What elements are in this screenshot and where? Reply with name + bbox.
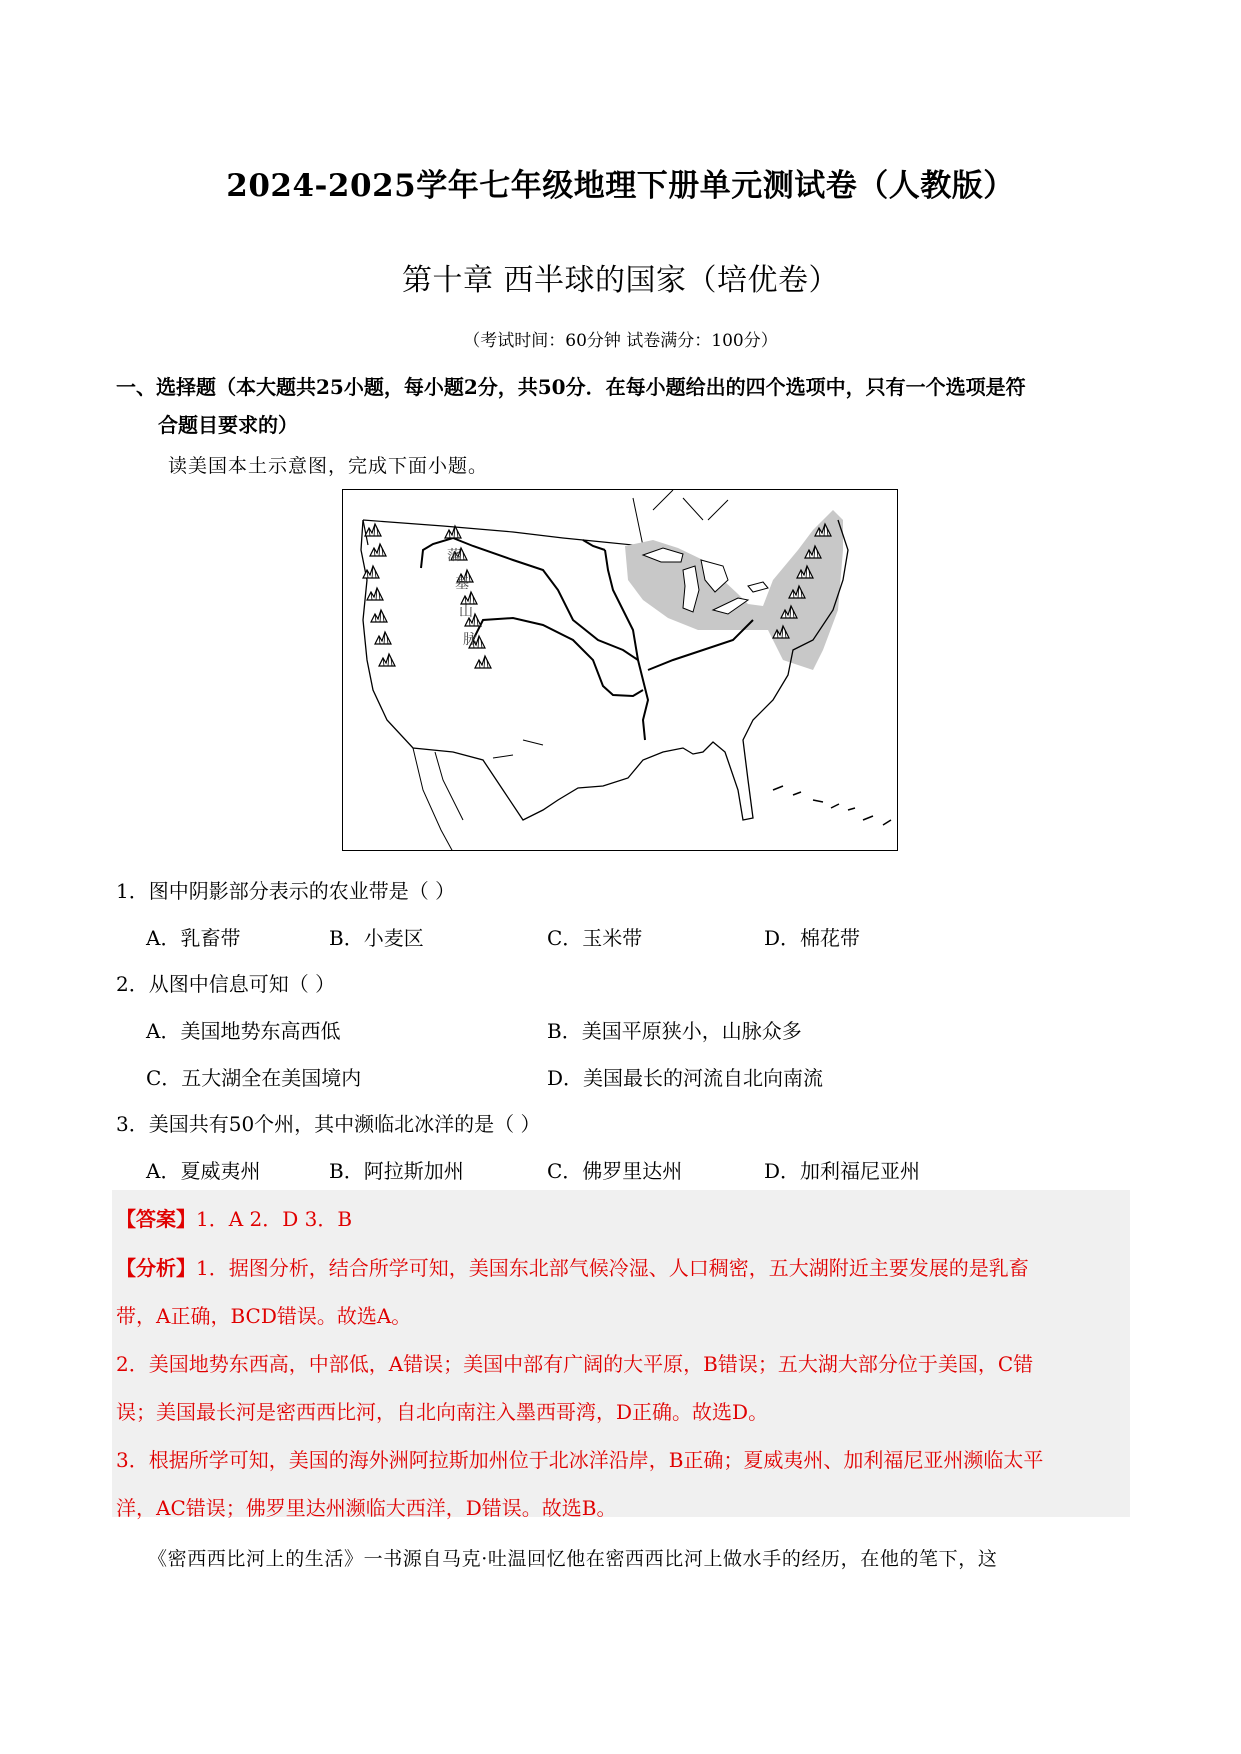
section-heading-line1: 选择题（本大题共25小题，每小题2分，共50分．在每小题给出的四个选项中，只有一个选项是符 [156,375,1026,399]
section-heading [116,368,1136,444]
question-2-option-c: C．五大湖全在美国境内 [146,1066,362,1090]
question-3-option-a: A．夏威夷州 [146,1159,261,1183]
map-label-4: 脉 [463,632,477,648]
usa-map [342,489,898,851]
section-number: 一、 [116,375,156,399]
question-1-option-d: D．棉花带 [764,926,861,950]
next-question-intro: 《密西西比河上的生活》一书源自马克·吐温回忆他在密西西比河上做水手的经历，在他的笔下，这 [148,1548,998,1570]
answer-line [116,1203,352,1232]
exam-info: （考试时间：60分钟 试卷满分：100分） [463,331,778,351]
question-2-option-a: A．美国地势东高西低 [146,1019,341,1043]
question-1-stem: 1．图中阴影部分表示的农业带是（ ） [116,879,456,903]
question-3-option-d: D．加利福尼亚州 [764,1159,921,1183]
question-1-option-c: C．玉米带 [547,926,643,950]
question-3-option-c: C．佛罗里达州 [547,1159,683,1183]
question-3-stem: 3．美国共有50个州，其中濒临北冰洋的是（ ） [116,1112,541,1136]
analysis-line-5: 3．根据所学可知，美国的海外洲阿拉斯加州位于北冰洋沿岸，B正确；夏威夷州、加利福尼亚州濒临太平 [116,1448,1044,1472]
analysis-line-2: 带，A正确，BCD错误。故选A。 [116,1304,412,1328]
analysis-line-1 [116,1252,1029,1281]
question-1-option-b: B．小麦区 [329,926,424,950]
question-3-option-b: B．阿拉斯加州 [329,1159,464,1183]
usa-map-graphic [343,490,898,851]
question-2-option-b: B．美国平原狭小，山脉众多 [547,1019,802,1043]
question-2-stem: 2．从图中信息可知（ ） [116,972,336,996]
question-intro: 读美国本土示意图，完成下面小题。 [168,455,489,477]
analysis-line-3: 2．美国地势东西高，中部低，A错误；美国中部有广阔的大平原，B错误；五大湖大部分位于美国，C错 [116,1352,1034,1376]
section-heading-line2: 合题目要求的） [158,413,298,437]
question-1-option-a: A．乳畜带 [146,926,241,950]
analysis-label: 【分析】 [116,1256,196,1280]
chapter-subtitle: 第十章 西半球的国家（培优卷） [401,263,840,298]
analysis-text-1: 1．据图分析，结合所学可知，美国东北部气候冷湿、人口稠密，五大湖附近主要发展的是乳畜 [196,1256,1029,1280]
answer-label: 【答案】 [116,1207,196,1231]
analysis-line-6: 洋，AC错误；佛罗里达州濒临大西洋，D错误。故选B。 [116,1496,617,1520]
map-label-2: 基 [455,576,469,592]
question-2-option-d: D．美国最长的河流自北向南流 [547,1066,824,1090]
map-label-1: 落 [447,548,461,564]
document-title: 2024-2025学年七年级地理下册单元测试卷（人教版） [226,168,1015,204]
map-label-3: 山 [459,604,473,620]
answer-text: 1．A 2．D 3．B [196,1207,353,1231]
analysis-line-4: 误；美国最长河是密西西比河，自北向南注入墨西哥湾，D正确。故选D。 [116,1400,769,1424]
